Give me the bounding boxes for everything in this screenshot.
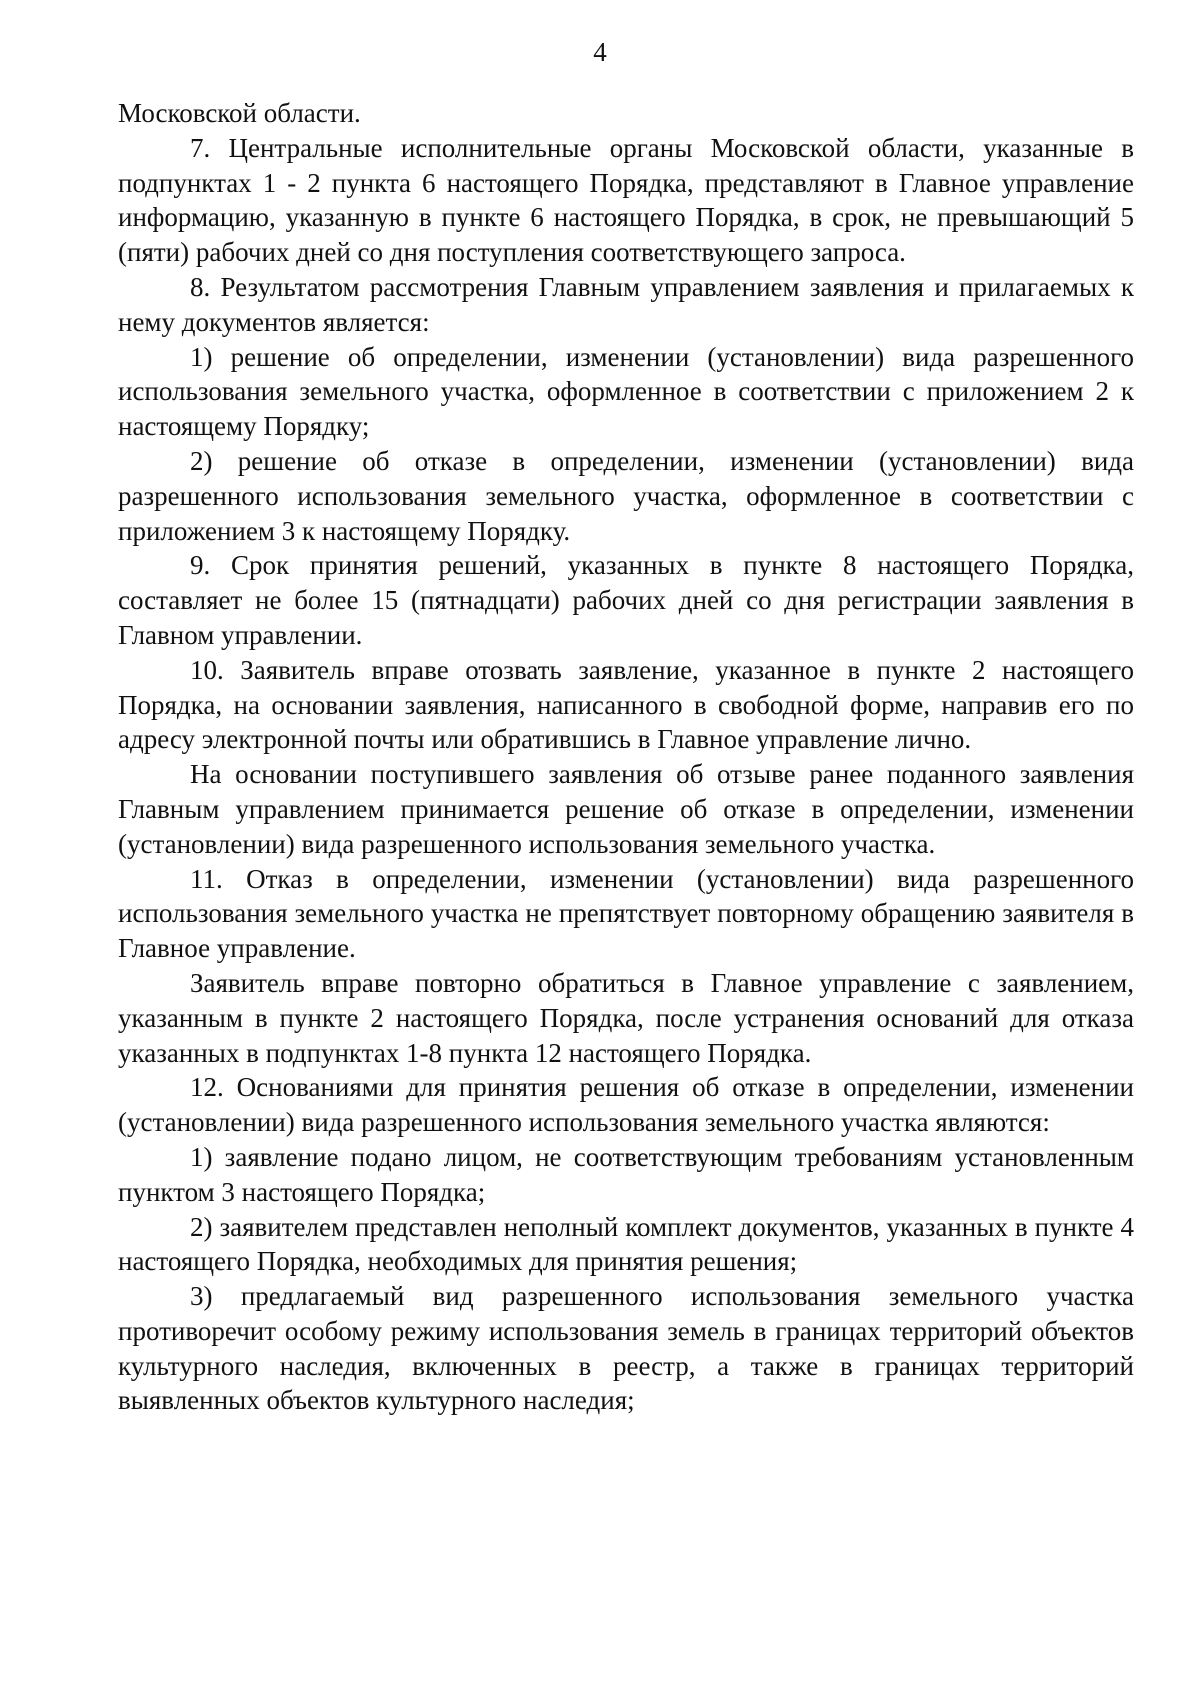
paragraph-item-7: 7. Центральные исполнительные органы Московской области, указанные в подпунктах 1 - 2 пункта 6 настоящего Порядка, представляют в Главное управление информацию, указанную в пункте 6 настоящего Порядка, в срок, не превышающий 5 (пяти) рабочих дней со дня поступления соответствующего запроса. [118, 132, 1134, 268]
paragraph-item-8-sub-2: 2) решение об отказе в определении, изменении (установлении) вида разрешенного использования земельного участка, оформленное в соответствии с приложением 3 к настоящему Порядку. [118, 445, 1134, 546]
paragraph-item-12-sub-1: 1) заявление подано лицом, не соответствующим требованиям установленным пунктом 3 настоящего Порядка; [118, 1141, 1134, 1207]
paragraph-item-10: 10. Заявитель вправе отозвать заявление, указанное в пункте 2 настоящего Порядка, на основании заявления, написанного в свободной форме, направив его по адресу электронной почты или обратившись в Главное управление лично. [118, 654, 1134, 755]
document-body [118, 96, 1134, 1418]
paragraph-item-8: 8. Результатом рассмотрения Главным управлением заявления и прилагаемых к нему документов является: [118, 271, 1134, 337]
paragraph-continuation: Московской области. [118, 98, 361, 128]
paragraph-item-12-sub-3: 3) предлагаемый вид разрешенного использования земельного участка противоречит особому режиму использования земель в границах территорий объектов культурного наследия, включенных в реестр, а также в границах территорий выявленных объектов культурного наследия; [118, 1281, 1134, 1416]
paragraph-item-8-sub-1: 1) решение об определении, изменении (установлении) вида разрешенного использования земельного участка, оформленное в соответствии с приложением 2 к настоящему Порядку; [118, 341, 1134, 442]
paragraph-item-10-continued: На основании поступившего заявления об отзыве ранее поданного заявления Главным управлением принимается решение об отказе в определении, изменении (установлении) вида разрешенного использования земельного участка. [118, 759, 1134, 859]
page-number: 4 [593, 37, 607, 67]
paragraph-item-12: 12. Основаниями для принятия решения об отказе в определении, изменении (установлении) вида разрешенного использования земельного участка являются: [118, 1072, 1134, 1138]
paragraph-item-12-sub-2: 2) заявителем представлен неполный комплект документов, указанных в пункте 4 настоящего Порядка, необходимых для принятия решения; [118, 1211, 1134, 1277]
paragraph-item-11: 11. Отказ в определении, изменении (установлении) вида разрешенного использования земельного участка не препятствует повторному обращению заявителя в Главное управление. [118, 863, 1134, 964]
paragraph-item-11-continued: Заявитель вправе повторно обратиться в Главное управление с заявлением, указанным в пункте 2 настоящего Порядка, после устранения оснований для отказа указанных в подпунктах 1-8 пункта 12 настоящего Порядка. [118, 967, 1134, 1068]
paragraph-item-9: 9. Срок принятия решений, указанных в пункте 8 настоящего Порядка, составляет не более 15 (пятнадцати) рабочих дней со дня регистрации заявления в Главном управлении. [118, 550, 1134, 650]
